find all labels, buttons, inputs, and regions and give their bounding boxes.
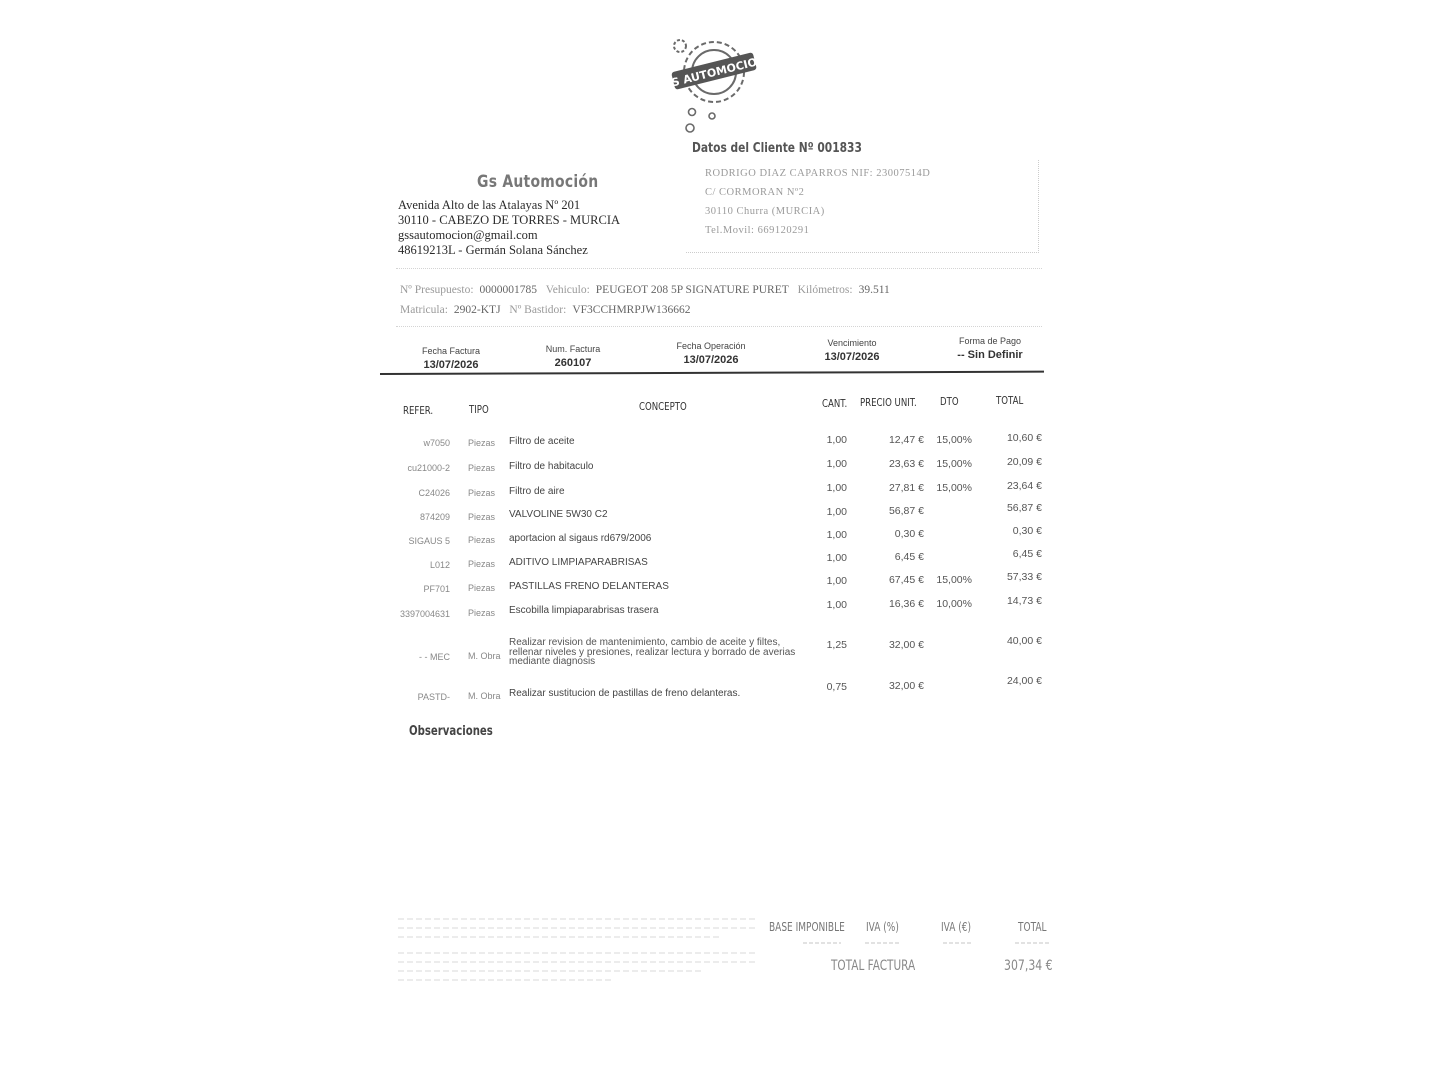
cell-cant: 1,00 xyxy=(826,505,847,518)
field-value: -- Sin Definir xyxy=(957,349,1023,361)
cell-total: 56,87 € xyxy=(1006,502,1042,515)
field-vencimiento xyxy=(806,338,898,363)
client-street: C/ CORMORAN Nº2 xyxy=(705,187,805,198)
cell-concepto: Realizar revision de mantenimiento, cambio de aceite y filtes, rellenar niveles y presiones, realizar lectura y borrado de averias mediante diagnosis xyxy=(509,637,796,668)
field-fecha-operacion xyxy=(660,341,762,366)
cell-concepto: Filtro de aceite xyxy=(509,436,575,447)
table-row xyxy=(0,675,1440,712)
matricula-value: 2902-KTJ xyxy=(453,304,501,316)
col-header-dto: DTO xyxy=(940,395,959,408)
cell-cant: 0,75 xyxy=(826,680,847,693)
col-header-cant: CANT. xyxy=(822,397,848,410)
total-factura-label: TOTAL FACTURA xyxy=(831,958,916,974)
col-header-precio: PRECIO UNIT. xyxy=(860,396,917,409)
client-city: 30110 Churra (MURCIA) xyxy=(705,206,825,217)
vehiculo-value: PEUGEOT 208 5P SIGNATURE PURET xyxy=(595,284,789,296)
cell-refer: PASTD- xyxy=(417,692,450,702)
col-header-concepto: CONCEPTO xyxy=(639,400,687,413)
cell-dto: 10,00% xyxy=(936,597,972,610)
cell-total: 40,00 € xyxy=(1006,634,1042,647)
cell-cant: 1,25 xyxy=(826,639,847,652)
cell-dto: 15,00% xyxy=(936,457,972,470)
cell-tipo: Piezas xyxy=(468,511,496,522)
cell-cant: 1,00 xyxy=(826,434,847,446)
cell-concepto: ADITIVO LIMPIAPARABRISAS xyxy=(509,556,648,568)
cell-tipo: Piezas xyxy=(468,583,496,594)
cell-cant: 1,00 xyxy=(826,575,847,588)
client-phone: Tel.Movil: 669120291 xyxy=(705,225,810,236)
cell-cant: 1,00 xyxy=(826,482,847,495)
field-value: 260107 xyxy=(554,357,592,369)
cell-refer: - - MEC xyxy=(419,652,450,662)
cell-refer: cu21000-2 xyxy=(407,463,450,473)
matricula-label: Matricula: xyxy=(400,304,448,316)
company-email: gssautomocion@gmail.com xyxy=(398,228,538,242)
cell-total: 20,09 € xyxy=(1006,455,1042,468)
cell-precio: 0,30 € xyxy=(894,528,924,541)
col-header-tipo: TIPO xyxy=(469,403,489,416)
field-num-factura xyxy=(527,344,619,369)
field-fecha-factura xyxy=(405,346,497,371)
client-name: RODRIGO DIAZ CAPARROS NIF: 23007514D xyxy=(705,168,931,179)
cell-tipo: Piezas xyxy=(468,487,496,498)
cell-total: 24,00 € xyxy=(1006,675,1042,688)
cell-precio: 67,45 € xyxy=(888,574,924,587)
presupuesto-value: 0000001785 xyxy=(479,284,538,296)
divider xyxy=(396,326,1042,327)
faint-value xyxy=(865,942,899,944)
col-header-refer: REFER. xyxy=(403,404,434,417)
divider xyxy=(396,268,1042,269)
cell-precio: 12,47 € xyxy=(888,434,924,446)
footer-base-label: BASE IMPONIBLE xyxy=(769,920,845,934)
cell-refer: SIGAUS 5 xyxy=(408,536,450,546)
vehicle-info xyxy=(400,280,896,320)
field-label: Fecha Operación xyxy=(676,341,746,351)
cell-precio: 27,81 € xyxy=(888,482,924,495)
col-header-total: TOTAL xyxy=(996,394,1024,407)
cell-refer: 874209 xyxy=(419,512,450,522)
cell-concepto: PASTILLAS FRENO DELANTERAS xyxy=(509,580,669,592)
table-row xyxy=(0,634,1440,668)
table-row xyxy=(0,548,1440,580)
cell-tipo: M. Obra xyxy=(468,690,501,701)
bastidor-label: Nº Bastidor: xyxy=(509,304,567,316)
observaciones-label: Observaciones xyxy=(409,724,493,739)
cell-concepto: Escobilla limpiaparabrisas trasera xyxy=(509,605,659,617)
company-street: Avenida Alto de las Atalayas Nº 201 xyxy=(398,198,581,212)
table-row xyxy=(0,455,1440,483)
cell-cant: 1,00 xyxy=(826,458,847,471)
cell-refer: w7050 xyxy=(423,438,450,448)
cell-dto: 15,00% xyxy=(936,434,972,446)
cell-precio: 23,63 € xyxy=(888,458,924,471)
table-row xyxy=(0,525,1440,556)
cell-dto: 15,00% xyxy=(936,481,972,494)
faint-value xyxy=(943,942,973,944)
cell-precio: 32,00 € xyxy=(888,638,924,651)
cell-total: 6,45 € xyxy=(1012,548,1042,561)
company-city: 30110 - CABEZO DE TORRES - MURCIA xyxy=(398,213,621,227)
field-label: Forma de Pago xyxy=(958,336,1022,346)
cell-refer: C24026 xyxy=(418,488,450,498)
company-address xyxy=(398,198,620,258)
cell-refer: PF701 xyxy=(423,584,450,594)
faint-value xyxy=(803,942,841,944)
cell-tipo: Piezas xyxy=(468,559,496,570)
client-title: Datos del Cliente Nº 001833 xyxy=(692,141,862,156)
cell-tipo: Piezas xyxy=(468,462,496,473)
footer-total-label: TOTAL xyxy=(1018,920,1047,934)
cell-total: 23,64 € xyxy=(1006,479,1042,492)
cell-precio: 16,36 € xyxy=(888,598,924,611)
table-row xyxy=(0,502,1440,532)
cell-tipo: Piezas xyxy=(468,608,496,619)
cell-dto: 15,00% xyxy=(936,573,972,586)
cell-total: 0,30 € xyxy=(1012,525,1042,538)
table-row xyxy=(0,570,1440,604)
cell-total: 57,33 € xyxy=(1006,570,1042,583)
km-label: Kilómetros: xyxy=(797,284,853,296)
km-value: 39.511 xyxy=(858,284,890,296)
cell-concepto: Filtro de habitaculo xyxy=(509,460,594,472)
cell-cant: 1,00 xyxy=(826,528,847,541)
header-rule xyxy=(380,371,1044,375)
cell-precio: 32,00 € xyxy=(888,679,924,692)
table-row xyxy=(0,434,1440,458)
field-value: 13/07/2026 xyxy=(824,351,880,363)
company-taxid: 48619213L - Germán Solana Sánchez xyxy=(398,243,588,257)
cell-refer: 3397004631 xyxy=(400,609,451,619)
field-label: Vencimiento xyxy=(827,338,877,348)
table-row xyxy=(0,594,1440,629)
field-label: Num. Factura xyxy=(545,344,601,354)
field-value: 13/07/2026 xyxy=(423,359,479,371)
presupuesto-label: Nº Presupuesto: xyxy=(400,284,474,296)
table-row xyxy=(0,479,1440,508)
cell-precio: 56,87 € xyxy=(888,505,924,518)
cell-cant: 1,00 xyxy=(826,551,847,564)
legal-notice xyxy=(398,918,758,988)
cell-refer: L012 xyxy=(429,560,450,570)
field-forma-pago xyxy=(944,336,1036,361)
faint-value xyxy=(1015,942,1049,944)
total-factura-value: 307,34 € xyxy=(1004,958,1053,974)
footer-iva-label: IVA (€) xyxy=(941,920,972,934)
logo-text: GS AUTOMOCION xyxy=(661,53,768,92)
bastidor-value: VF3CCHMRPJW136662 xyxy=(572,304,691,316)
footer-iva-pct-label: IVA (%) xyxy=(866,920,899,934)
client-details xyxy=(705,164,930,240)
cell-tipo: M. Obra xyxy=(468,650,501,661)
company-logo xyxy=(661,36,768,136)
company-name: Gs Automoción xyxy=(477,172,599,192)
field-value: 13/07/2026 xyxy=(683,354,739,366)
cell-concepto: Realizar sustitucion de pastillas de freno delanteras. xyxy=(509,688,741,700)
cell-concepto: Filtro de aire xyxy=(509,485,565,497)
cell-precio: 6,45 € xyxy=(894,551,924,564)
cell-total: 14,73 € xyxy=(1006,594,1042,607)
cell-cant: 1,00 xyxy=(826,599,847,612)
cell-total: 10,60 € xyxy=(1006,432,1042,444)
cell-tipo: Piezas xyxy=(468,438,496,448)
vehiculo-label: Vehiculo: xyxy=(545,284,590,296)
cell-concepto: VALVOLINE 5W30 C2 xyxy=(509,509,608,521)
cell-concepto: aportacion al sigaus rd679/2006 xyxy=(509,533,652,545)
field-label: Fecha Factura xyxy=(421,346,481,356)
cell-tipo: Piezas xyxy=(468,535,496,546)
